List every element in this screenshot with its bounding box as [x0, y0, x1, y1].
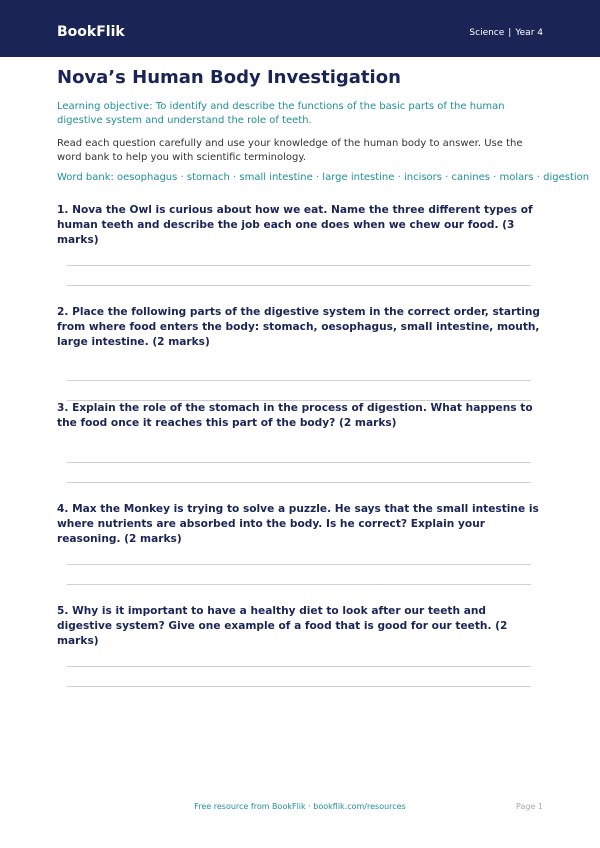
answer-line	[67, 584, 531, 585]
word-bank: Word bank: oesophagus · stomach · small intestine · large intestine · incisors · canines · molars · digestion	[57, 172, 590, 183]
answer-line	[67, 285, 531, 286]
question-3: 3. Explain the role of the stomach in the process of digestion. What happens to the food once it reaches this part of the body? (2 marks)	[57, 402, 533, 429]
page-title: Nova’s Human Body Investigation	[57, 67, 401, 88]
subject-year-label	[469, 27, 543, 39]
question-2: 2. Place the following parts of the digestive system in the correct order, starting from where food enters the body: stomach, oesophagus, small intestine, mouth, large intestine. (2 marks)	[57, 306, 541, 348]
separator: |	[508, 28, 512, 38]
learning-objective: Learning objective: To identify and describe the functions of the basic parts of the human digestive system and understand the role of teeth.	[57, 101, 505, 126]
page-number: Page 1	[516, 802, 543, 811]
page-header	[0, 0, 600, 57]
answer-line	[67, 686, 531, 687]
subject-label: Science	[469, 28, 505, 38]
brand-logo: BookFlik	[57, 24, 125, 40]
footer-link[interactable]: Free resource from BookFlik · bookflik.com/resources	[194, 802, 406, 811]
answer-line	[67, 265, 531, 266]
answer-line	[67, 380, 531, 381]
question-1: 1. Nova the Owl is curious about how we eat. Name the three different types of human teeth and describe the job each one does when we chew our food. (3 marks)	[57, 204, 533, 246]
question-4: 4. Max the Monkey is trying to solve a puzzle. He says that the small intestine is where nutrients are absorbed into the body. Is he correct? Explain your reasoning. (2 marks)	[57, 503, 539, 545]
question-5: 5. Why is it important to have a healthy diet to look after our teeth and digestive system? Give one example of a food that is good for our teeth. (2 marks)	[57, 605, 508, 647]
answer-line	[67, 564, 531, 565]
answer-line	[67, 482, 531, 483]
answer-line	[67, 462, 531, 463]
answer-line	[67, 666, 531, 667]
year-label: Year 4	[515, 28, 543, 38]
instructions: Read each question carefully and use your knowledge of the human body to answer. Use the word bank to help you with scientific terminology.	[57, 138, 523, 163]
